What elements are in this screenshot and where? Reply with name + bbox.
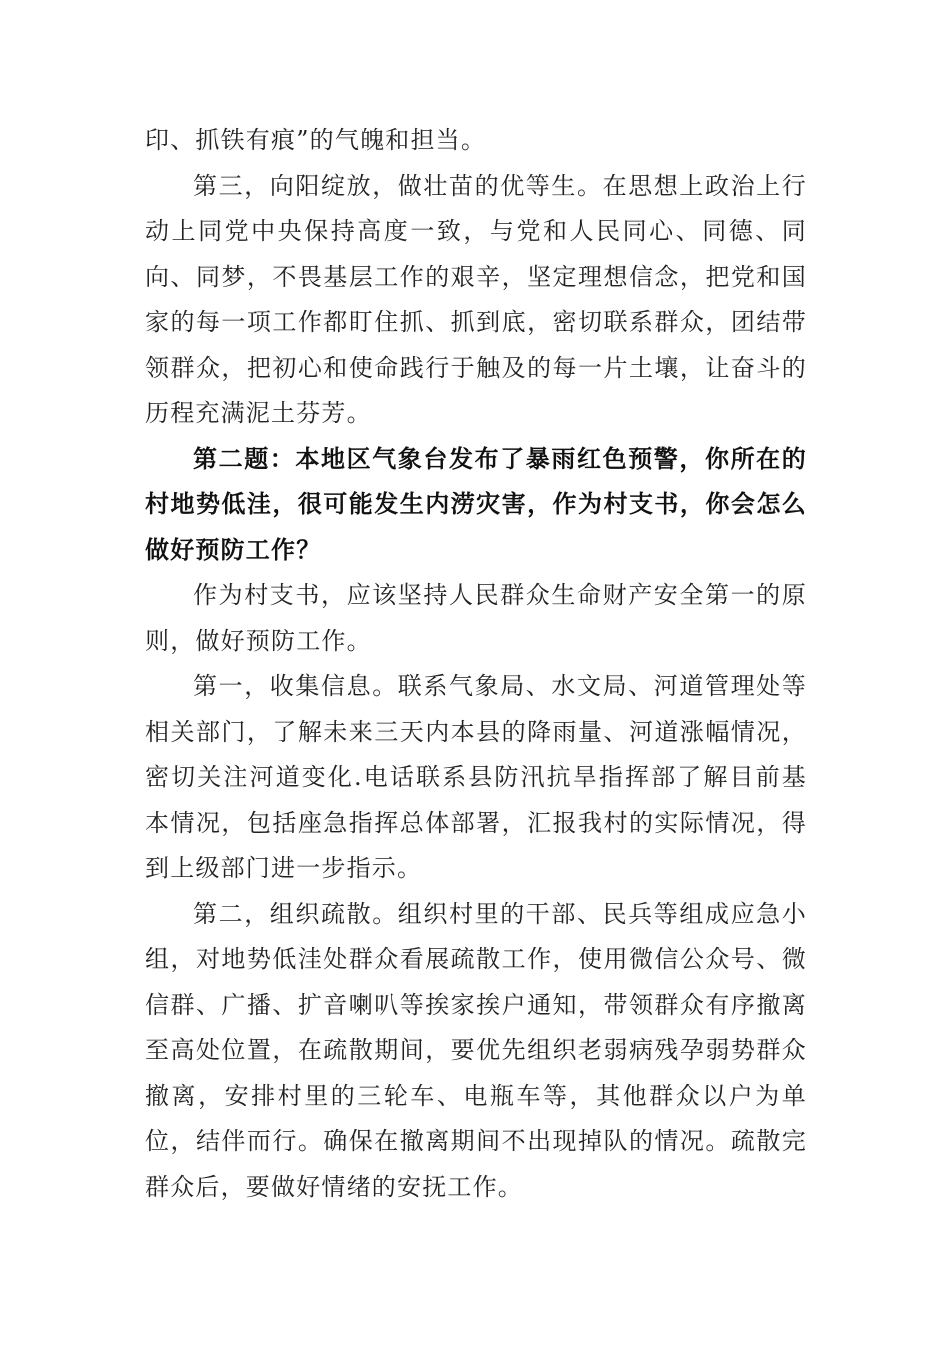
- paragraph-intro: 作为村支书，应该坚持人民群众生命财产安全第一的原则，做好预防工作。: [145, 581, 807, 655]
- paragraph-point-two: 第二，组织疏散。组织村里的干部、民兵等组成应急小组，对地势低洼处群众看展疏散工作，使用微信公众号、微信群、广播、扩音喇叭等挨家挨户通知，带领群众有序撤离至高处位置，在疏散期间，要优先组织老弱病残孕弱势群众撤离，安排村里的三轮车、电瓶车等，其他群众以户为单位，结伴而行。确保在撤离期间不出现掉队的情况。疏散完群众后，要做好情绪的安抚工作。: [145, 899, 807, 1201]
- paragraph-point-three: 第三，向阳绽放，做壮苗的优等生。在思想上政治上行动上同党中央保持高度一致，与党和人民同心、同德、同向、同梦，不畏基层工作的艰辛，坚定理想信念，把党和国家的每一项工作都盯住抓、抓到底，密切联系群众，团结带领群众，把初心和使命践行于触及的每一片土壤，让奋斗的历程充满泥土芬芳。: [145, 171, 807, 427]
- paragraph-continuation: 印、抓铁有痕”的气魄和担当。: [145, 126, 487, 154]
- paragraph-point-one: 第一，收集信息。联系气象局、水文局、河道管理处等相关部门，了解未来三天内本县的降雨量、河道涨幅情况，密切关注河道变化.电话联系县防汛抗旱指挥部了解目前基本情况，包括座急指挥总体部署，汇报我村的实际情况，得到上级部门进一步指示。: [145, 672, 807, 882]
- document-page: [145, 118, 807, 1210]
- question-heading: 第二题：本地区气象台发布了暴雨红色预警，你所在的村地势低洼，很可能发生内涝灾害，作为村支书，你会怎么做好预防工作？: [145, 444, 807, 564]
